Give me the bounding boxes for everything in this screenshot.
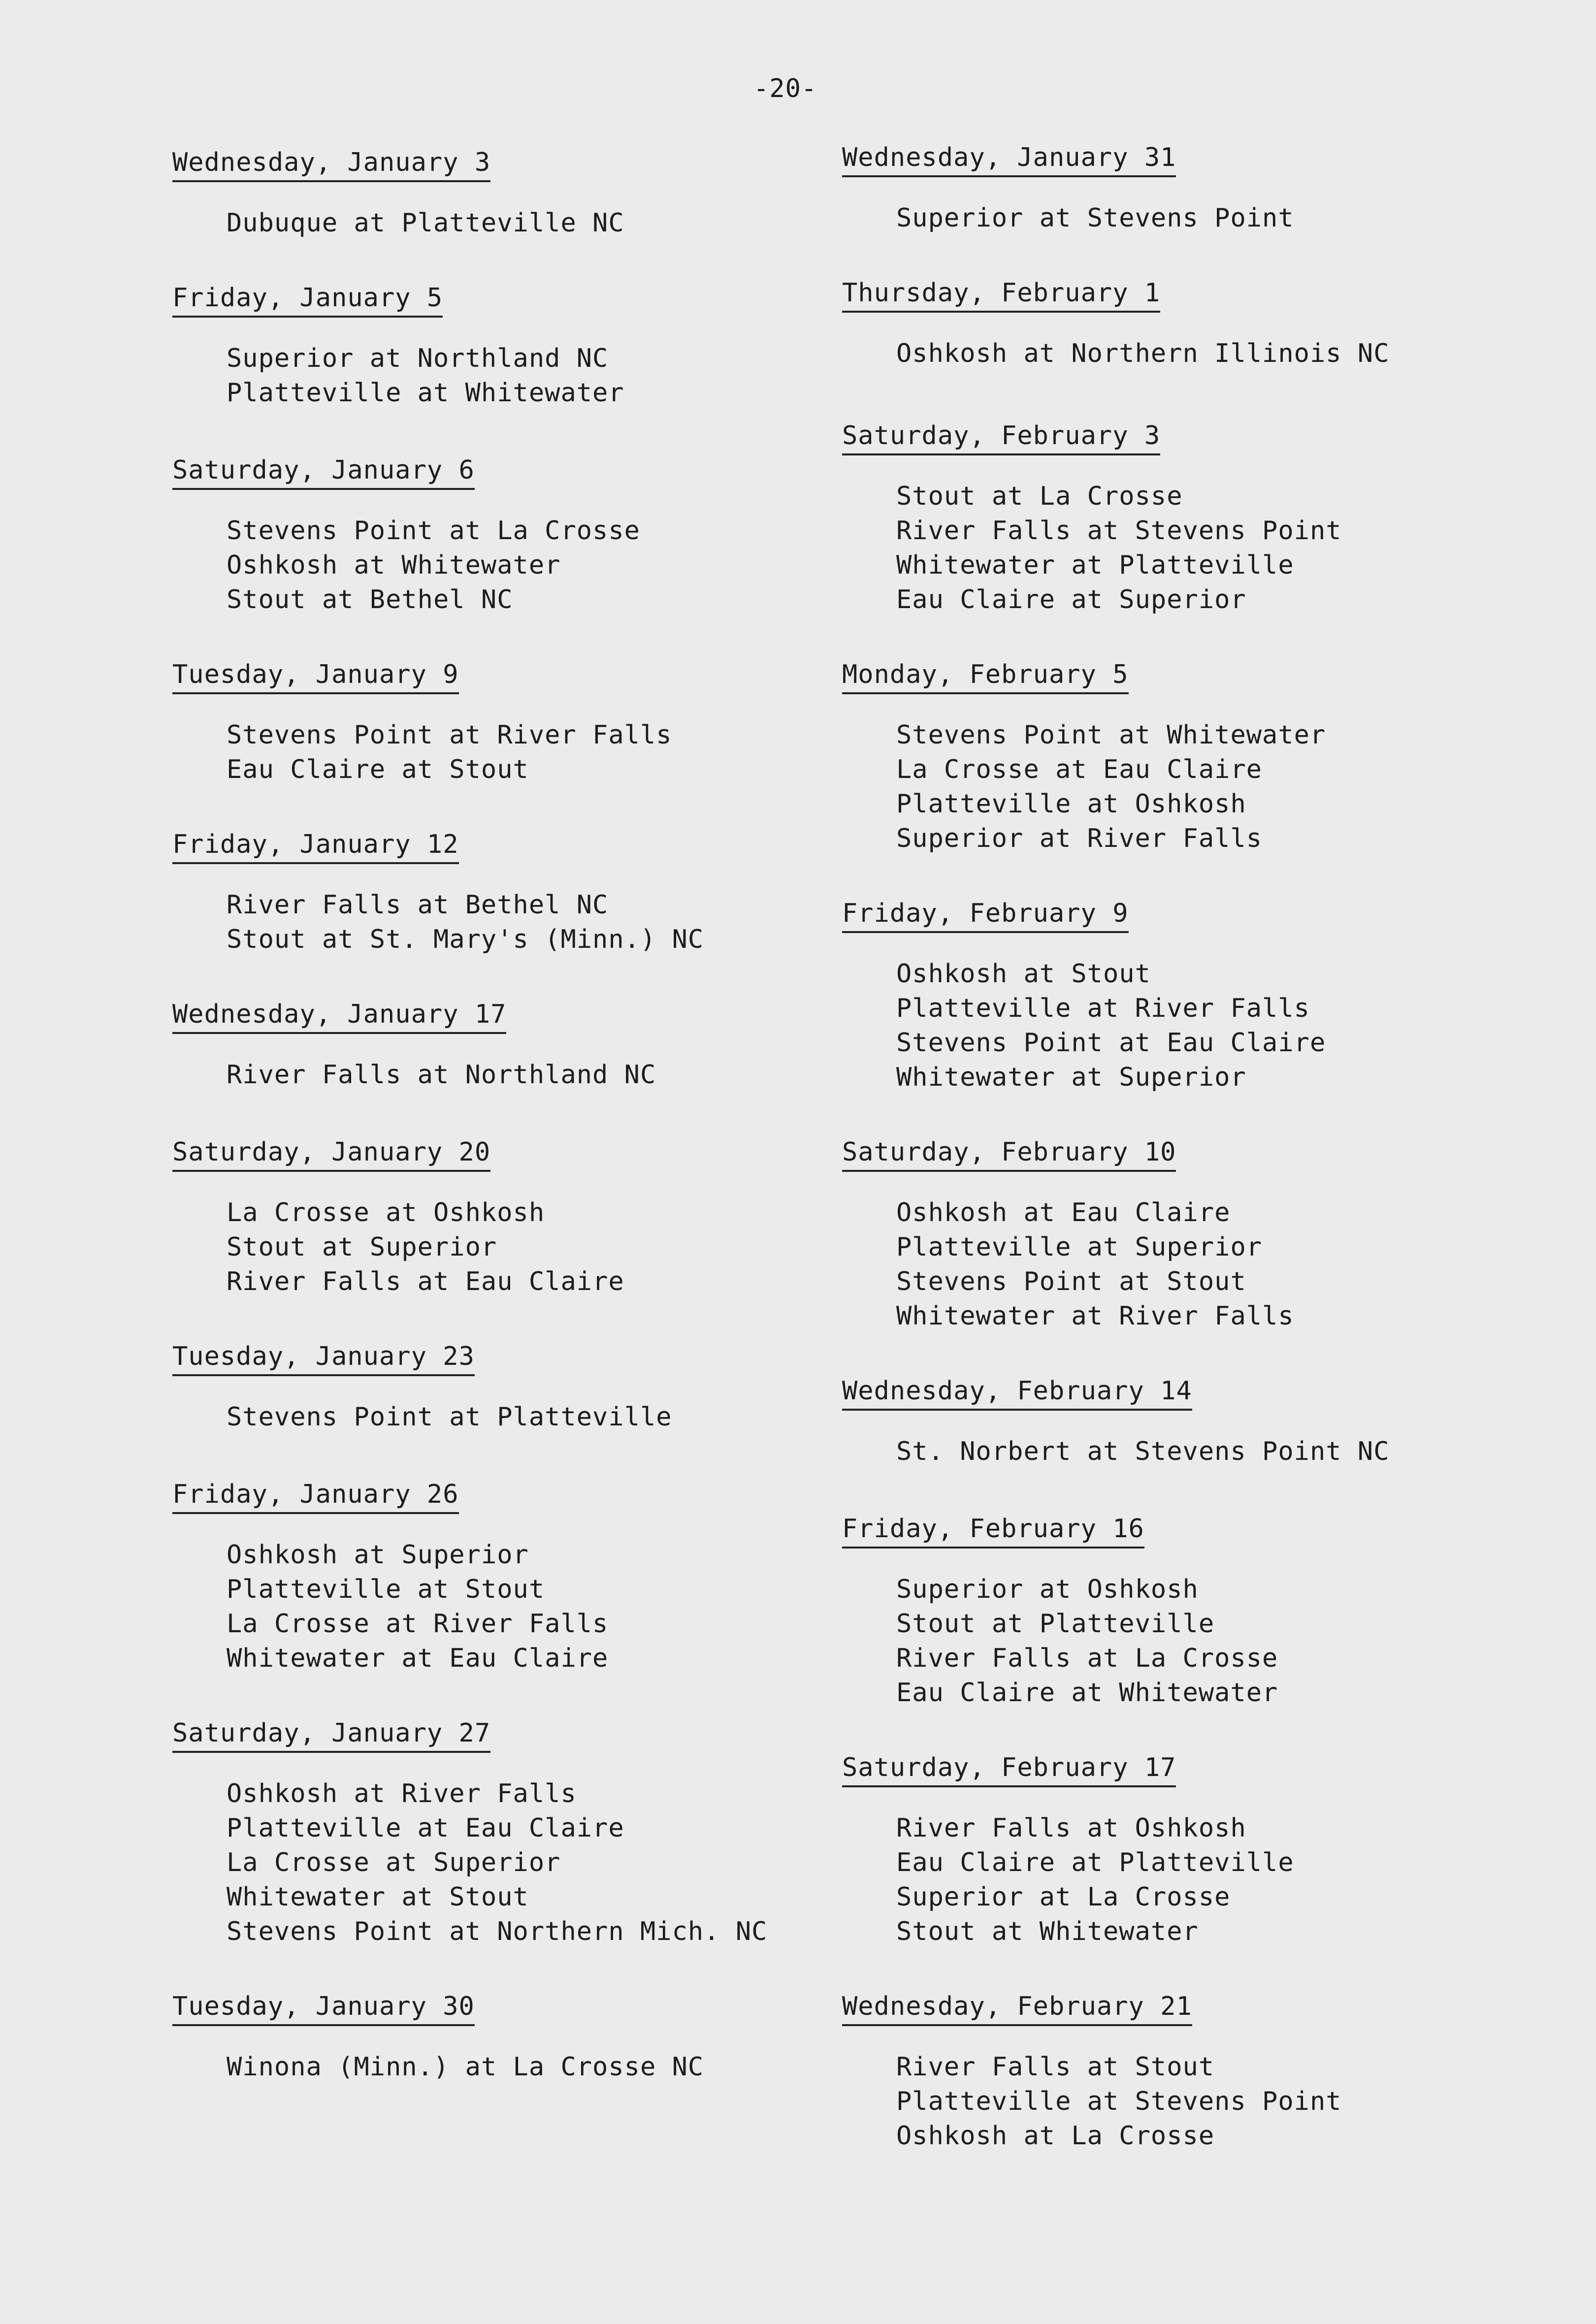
games-list	[842, 201, 1294, 235]
games-list	[172, 888, 704, 957]
day-heading: Tuesday, January 9	[172, 660, 459, 694]
game: Stout at Bethel NC	[227, 585, 513, 614]
day-heading: Wednesday, January 3	[172, 148, 490, 182]
game: River Falls at Northland NC	[227, 1060, 656, 1090]
game: Eau Claire at Superior	[896, 585, 1246, 614]
game: River Falls at Stevens Point	[896, 516, 1342, 546]
day-heading: Friday, February 9	[842, 899, 1129, 933]
game: La Crosse at River Falls	[227, 1609, 609, 1639]
day-heading: Wednesday, January 31	[842, 143, 1176, 177]
day-heading: Friday, January 5	[172, 283, 443, 318]
schedule-day	[842, 1376, 1390, 1469]
game: Oshkosh at Whitewater	[227, 550, 561, 580]
game: Stout at La Crosse	[896, 482, 1183, 511]
games-list	[172, 1538, 608, 1676]
game: Whitewater at River Falls	[896, 1301, 1294, 1331]
schedule-day	[842, 143, 1294, 235]
games-list	[842, 1195, 1294, 1333]
schedule-day	[842, 1753, 1294, 1949]
game: Stout at St. Mary's (Minn.) NC	[227, 925, 704, 954]
schedule-day	[172, 1137, 624, 1299]
game: Platteville at River Falls	[896, 994, 1310, 1023]
games-list	[842, 957, 1326, 1095]
schedule-day	[172, 1480, 608, 1676]
schedule-day	[172, 1992, 704, 2084]
day-heading: Saturday, February 10	[842, 1137, 1176, 1172]
games-list	[842, 2050, 1342, 2153]
day-heading: Tuesday, January 30	[172, 1992, 475, 2026]
schedule-day	[172, 1718, 767, 1949]
schedule-day	[172, 1000, 656, 1092]
game: Stevens Point at Eau Claire	[896, 1028, 1326, 1058]
day-heading: Friday, January 26	[172, 1480, 459, 1514]
schedule-day	[842, 899, 1326, 1095]
game: Stout at Platteville	[896, 1609, 1215, 1639]
games-list	[842, 1572, 1278, 1710]
game: Eau Claire at Stout	[227, 755, 529, 784]
schedule-day	[172, 283, 624, 410]
schedule-day	[842, 1992, 1342, 2153]
game: Oshkosh at Northern Illinois NC	[896, 339, 1390, 368]
day-heading: Thursday, February 1	[842, 278, 1160, 313]
game: Oshkosh at River Falls	[227, 1779, 577, 1808]
game: River Falls at Eau Claire	[227, 1267, 624, 1296]
games-list	[172, 514, 640, 617]
games-list	[842, 336, 1390, 371]
games-list	[842, 1434, 1390, 1469]
game: Whitewater at Platteville	[896, 550, 1294, 580]
game: Eau Claire at Whitewater	[896, 1678, 1278, 1708]
game: Stout at Whitewater	[896, 1917, 1199, 1946]
game: La Crosse at Oshkosh	[227, 1198, 545, 1227]
day-heading: Friday, February 16	[842, 1514, 1144, 1549]
games-list	[172, 1400, 672, 1434]
game: Superior at Oshkosh	[896, 1575, 1199, 1604]
game: Stevens Point at Northern Mich. NC	[227, 1917, 768, 1946]
schedule-day	[842, 421, 1342, 617]
game: River Falls at Stout	[896, 2052, 1215, 2082]
games-list	[842, 718, 1326, 856]
game: Superior at Northland NC	[227, 344, 609, 373]
game: Stevens Point at Whitewater	[896, 720, 1326, 750]
game: River Falls at Bethel NC	[227, 890, 609, 920]
game: Winona (Minn.) at La Crosse NC	[227, 2052, 704, 2082]
games-list	[842, 479, 1342, 617]
day-heading: Saturday, January 6	[172, 455, 475, 490]
game: Superior at Stevens Point	[896, 203, 1294, 233]
game: Superior at La Crosse	[896, 1882, 1231, 1912]
day-heading: Wednesday, February 21	[842, 1992, 1192, 2026]
games-list	[172, 1058, 656, 1092]
game: Oshkosh at La Crosse	[896, 2121, 1215, 2151]
day-heading: Friday, January 12	[172, 830, 459, 864]
game: Platteville at Stout	[227, 1575, 545, 1604]
games-list	[172, 206, 624, 240]
game: Stevens Point at Stout	[896, 1267, 1246, 1296]
games-list	[842, 1811, 1294, 1949]
game: Dubuque at Platteville NC	[227, 208, 624, 238]
game: Platteville at Stevens Point	[896, 2087, 1342, 2116]
day-heading: Saturday, January 27	[172, 1718, 490, 1753]
game: Oshkosh at Stout	[896, 959, 1151, 989]
game: Stevens Point at River Falls	[227, 720, 672, 750]
schedule-day	[172, 455, 640, 617]
games-list	[172, 718, 672, 787]
game: Stout at Superior	[227, 1232, 497, 1262]
schedule-day	[842, 660, 1326, 856]
games-list	[172, 1195, 624, 1299]
day-heading: Wednesday, February 14	[842, 1376, 1192, 1411]
game: Eau Claire at Platteville	[896, 1848, 1294, 1877]
game: La Crosse at Eau Claire	[896, 755, 1263, 784]
game: La Crosse at Superior	[227, 1848, 561, 1877]
day-heading: Tuesday, January 23	[172, 1342, 475, 1376]
game: Whitewater at Eau Claire	[227, 1644, 609, 1673]
game: St. Norbert at Stevens Point NC	[896, 1437, 1390, 1466]
game: Stevens Point at Platteville	[227, 1402, 672, 1432]
games-list	[172, 1776, 767, 1949]
game: Superior at River Falls	[896, 824, 1263, 853]
day-heading: Wednesday, January 17	[172, 1000, 506, 1034]
game: Oshkosh at Superior	[227, 1540, 529, 1570]
schedule-day	[172, 1342, 672, 1434]
schedule-day	[172, 830, 704, 957]
games-list	[172, 341, 624, 410]
game: River Falls at Oshkosh	[896, 1813, 1246, 1843]
game: Platteville at Eau Claire	[227, 1813, 624, 1843]
game: Platteville at Superior	[896, 1232, 1263, 1262]
day-heading: Monday, February 5	[842, 660, 1129, 694]
day-heading: Saturday, February 3	[842, 421, 1160, 455]
day-heading: Saturday, January 20	[172, 1137, 490, 1172]
game: Stevens Point at La Crosse	[227, 516, 640, 546]
game: River Falls at La Crosse	[896, 1644, 1278, 1673]
schedule-day	[842, 1137, 1294, 1333]
schedule-day	[842, 1514, 1278, 1710]
game: Platteville at Whitewater	[227, 378, 624, 408]
schedule-day	[172, 148, 624, 240]
game: Whitewater at Stout	[227, 1882, 529, 1912]
game: Platteville at Oshkosh	[896, 789, 1246, 819]
schedule-day	[172, 660, 672, 787]
day-heading: Saturday, February 17	[842, 1753, 1176, 1787]
game: Whitewater at Superior	[896, 1063, 1246, 1092]
schedule-day	[842, 278, 1390, 371]
games-list	[172, 2050, 704, 2084]
page-number: -20-	[753, 74, 817, 103]
game: Oshkosh at Eau Claire	[896, 1198, 1231, 1227]
